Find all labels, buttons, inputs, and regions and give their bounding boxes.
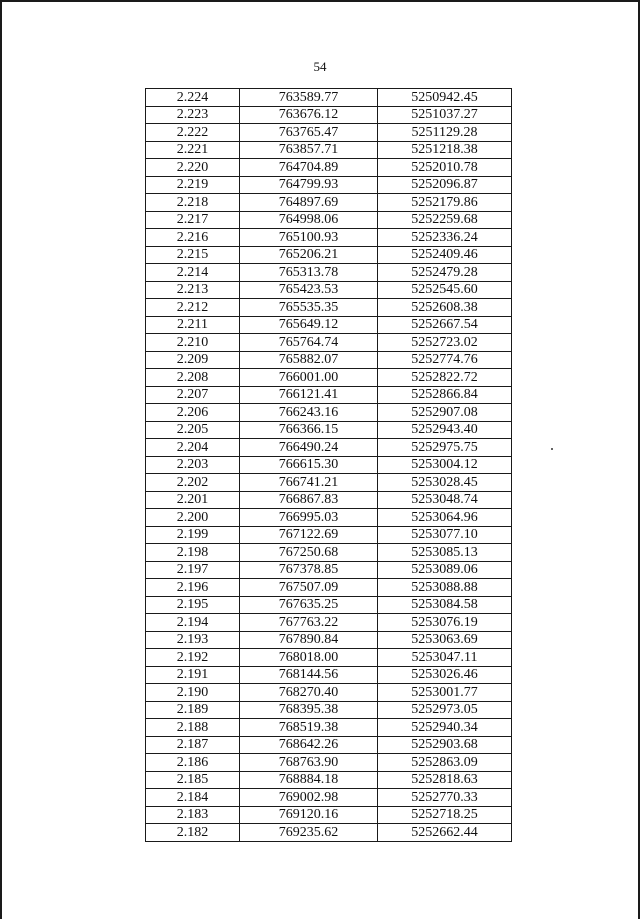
x-coordinate-cell: 765882.07	[240, 351, 378, 369]
x-coordinate-cell: 763676.12	[240, 106, 378, 124]
point-id-cell: 2.201	[146, 491, 240, 509]
table-row	[146, 474, 512, 492]
point-id-cell: 2.202	[146, 474, 240, 492]
point-id-cell: 2.221	[146, 141, 240, 159]
y-coordinate-cell: 5252975.75	[378, 439, 512, 457]
x-coordinate-cell: 767507.09	[240, 579, 378, 597]
point-id-cell: 2.196	[146, 579, 240, 597]
x-coordinate-cell: 766243.16	[240, 404, 378, 422]
y-coordinate-cell: 5253077.10	[378, 526, 512, 544]
y-coordinate-cell: 5252770.33	[378, 789, 512, 807]
point-id-cell: 2.195	[146, 596, 240, 614]
y-coordinate-cell: 5252718.25	[378, 806, 512, 824]
y-coordinate-cell: 5252973.05	[378, 701, 512, 719]
table-row	[146, 281, 512, 299]
table-row	[146, 404, 512, 422]
y-coordinate-cell: 5253064.96	[378, 509, 512, 527]
point-id-cell: 2.185	[146, 771, 240, 789]
x-coordinate-cell: 767763.22	[240, 614, 378, 632]
y-coordinate-cell: 5252907.08	[378, 404, 512, 422]
table-row	[146, 316, 512, 334]
x-coordinate-cell: 766867.83	[240, 491, 378, 509]
x-coordinate-cell: 763765.47	[240, 124, 378, 142]
point-id-cell: 2.191	[146, 666, 240, 684]
x-coordinate-cell: 764799.93	[240, 176, 378, 194]
table-row	[146, 89, 512, 107]
point-id-cell: 2.215	[146, 246, 240, 264]
table-row	[146, 649, 512, 667]
y-coordinate-cell: 5253048.74	[378, 491, 512, 509]
table-row	[146, 754, 512, 772]
point-id-cell: 2.184	[146, 789, 240, 807]
table-row	[146, 299, 512, 317]
table-row	[146, 561, 512, 579]
point-id-cell: 2.205	[146, 421, 240, 439]
y-coordinate-cell: 5252010.78	[378, 159, 512, 177]
table-row	[146, 491, 512, 509]
coordinates-table-body	[146, 89, 512, 842]
point-id-cell: 2.217	[146, 211, 240, 229]
x-coordinate-cell: 765313.78	[240, 264, 378, 282]
table-row	[146, 701, 512, 719]
y-coordinate-cell: 5252818.63	[378, 771, 512, 789]
x-coordinate-cell: 764998.06	[240, 211, 378, 229]
x-coordinate-cell: 766366.15	[240, 421, 378, 439]
x-coordinate-cell: 765649.12	[240, 316, 378, 334]
table-row	[146, 544, 512, 562]
y-coordinate-cell: 5252336.24	[378, 229, 512, 247]
x-coordinate-cell: 766490.24	[240, 439, 378, 457]
y-coordinate-cell: 5252179.86	[378, 194, 512, 212]
x-coordinate-cell: 763589.77	[240, 89, 378, 107]
table-row	[146, 124, 512, 142]
y-coordinate-cell: 5252723.02	[378, 334, 512, 352]
y-coordinate-cell: 5253001.77	[378, 684, 512, 702]
point-id-cell: 2.187	[146, 736, 240, 754]
y-coordinate-cell: 5253076.19	[378, 614, 512, 632]
point-id-cell: 2.207	[146, 386, 240, 404]
x-coordinate-cell: 766615.30	[240, 456, 378, 474]
y-coordinate-cell: 5252479.28	[378, 264, 512, 282]
y-coordinate-cell: 5250942.45	[378, 89, 512, 107]
table-row	[146, 806, 512, 824]
table-row	[146, 211, 512, 229]
x-coordinate-cell: 768018.00	[240, 649, 378, 667]
point-id-cell: 2.222	[146, 124, 240, 142]
y-coordinate-cell: 5252866.84	[378, 386, 512, 404]
x-coordinate-cell: 768395.38	[240, 701, 378, 719]
x-coordinate-cell: 765100.93	[240, 229, 378, 247]
x-coordinate-cell: 766995.03	[240, 509, 378, 527]
x-coordinate-cell: 766001.00	[240, 369, 378, 387]
y-coordinate-cell: 5252608.38	[378, 299, 512, 317]
y-coordinate-cell: 5253028.45	[378, 474, 512, 492]
table-row	[146, 736, 512, 754]
point-id-cell: 2.211	[146, 316, 240, 334]
y-coordinate-cell: 5251218.38	[378, 141, 512, 159]
table-row	[146, 456, 512, 474]
x-coordinate-cell: 763857.71	[240, 141, 378, 159]
y-coordinate-cell: 5252940.34	[378, 719, 512, 737]
x-coordinate-cell: 767378.85	[240, 561, 378, 579]
point-id-cell: 2.214	[146, 264, 240, 282]
x-coordinate-cell: 769120.16	[240, 806, 378, 824]
point-id-cell: 2.182	[146, 824, 240, 842]
y-coordinate-cell: 5252863.09	[378, 754, 512, 772]
point-id-cell: 2.218	[146, 194, 240, 212]
point-id-cell: 2.203	[146, 456, 240, 474]
table-row	[146, 631, 512, 649]
point-id-cell: 2.206	[146, 404, 240, 422]
table-row	[146, 264, 512, 282]
x-coordinate-cell: 765535.35	[240, 299, 378, 317]
point-id-cell: 2.219	[146, 176, 240, 194]
y-coordinate-cell: 5252903.68	[378, 736, 512, 754]
table-row	[146, 106, 512, 124]
point-id-cell: 2.220	[146, 159, 240, 177]
table-row	[146, 229, 512, 247]
y-coordinate-cell: 5252096.87	[378, 176, 512, 194]
x-coordinate-cell: 766121.41	[240, 386, 378, 404]
y-coordinate-cell: 5252662.44	[378, 824, 512, 842]
table-row	[146, 509, 512, 527]
point-id-cell: 2.192	[146, 649, 240, 667]
point-id-cell: 2.200	[146, 509, 240, 527]
x-coordinate-cell: 769235.62	[240, 824, 378, 842]
y-coordinate-cell: 5253063.69	[378, 631, 512, 649]
point-id-cell: 2.186	[146, 754, 240, 772]
x-coordinate-cell: 768763.90	[240, 754, 378, 772]
table-row	[146, 789, 512, 807]
table-row	[146, 614, 512, 632]
x-coordinate-cell: 764897.69	[240, 194, 378, 212]
table-row	[146, 159, 512, 177]
y-coordinate-cell: 5253047.11	[378, 649, 512, 667]
scan-speck	[551, 448, 553, 450]
point-id-cell: 2.208	[146, 369, 240, 387]
point-id-cell: 2.223	[146, 106, 240, 124]
point-id-cell: 2.197	[146, 561, 240, 579]
x-coordinate-cell: 765206.21	[240, 246, 378, 264]
table-row	[146, 439, 512, 457]
table-row	[146, 579, 512, 597]
point-id-cell: 2.189	[146, 701, 240, 719]
table-row	[146, 684, 512, 702]
point-id-cell: 2.224	[146, 89, 240, 107]
y-coordinate-cell: 5251037.27	[378, 106, 512, 124]
table-row	[146, 194, 512, 212]
table-row	[146, 824, 512, 842]
x-coordinate-cell: 767635.25	[240, 596, 378, 614]
point-id-cell: 2.188	[146, 719, 240, 737]
point-id-cell: 2.183	[146, 806, 240, 824]
x-coordinate-cell: 766741.21	[240, 474, 378, 492]
y-coordinate-cell: 5252545.60	[378, 281, 512, 299]
x-coordinate-cell: 764704.89	[240, 159, 378, 177]
x-coordinate-cell: 765764.74	[240, 334, 378, 352]
x-coordinate-cell: 769002.98	[240, 789, 378, 807]
y-coordinate-cell: 5252943.40	[378, 421, 512, 439]
y-coordinate-cell: 5252774.76	[378, 351, 512, 369]
x-coordinate-cell: 768270.40	[240, 684, 378, 702]
page-number: 54	[313, 59, 327, 74]
page-border-left	[0, 0, 2, 919]
point-id-cell: 2.209	[146, 351, 240, 369]
x-coordinate-cell: 768144.56	[240, 666, 378, 684]
y-coordinate-cell: 5253088.88	[378, 579, 512, 597]
table-row	[146, 351, 512, 369]
table-row	[146, 771, 512, 789]
y-coordinate-cell: 5253004.12	[378, 456, 512, 474]
table-row	[146, 246, 512, 264]
table-row	[146, 719, 512, 737]
table-row	[146, 666, 512, 684]
point-id-cell: 2.204	[146, 439, 240, 457]
coordinates-table	[145, 88, 512, 842]
point-id-cell: 2.199	[146, 526, 240, 544]
x-coordinate-cell: 767250.68	[240, 544, 378, 562]
table-row	[146, 176, 512, 194]
point-id-cell: 2.216	[146, 229, 240, 247]
x-coordinate-cell: 767890.84	[240, 631, 378, 649]
y-coordinate-cell: 5252822.72	[378, 369, 512, 387]
page-border-top	[0, 0, 640, 2]
point-id-cell: 2.213	[146, 281, 240, 299]
table-row	[146, 386, 512, 404]
point-id-cell: 2.190	[146, 684, 240, 702]
y-coordinate-cell: 5253084.58	[378, 596, 512, 614]
y-coordinate-cell: 5252259.68	[378, 211, 512, 229]
table-row	[146, 369, 512, 387]
point-id-cell: 2.210	[146, 334, 240, 352]
y-coordinate-cell: 5251129.28	[378, 124, 512, 142]
y-coordinate-cell: 5253026.46	[378, 666, 512, 684]
x-coordinate-cell: 768884.18	[240, 771, 378, 789]
y-coordinate-cell: 5253089.06	[378, 561, 512, 579]
point-id-cell: 2.212	[146, 299, 240, 317]
table-row	[146, 141, 512, 159]
table-row	[146, 596, 512, 614]
point-id-cell: 2.194	[146, 614, 240, 632]
x-coordinate-cell: 767122.69	[240, 526, 378, 544]
table-row	[146, 421, 512, 439]
point-id-cell: 2.198	[146, 544, 240, 562]
x-coordinate-cell: 768642.26	[240, 736, 378, 754]
y-coordinate-cell: 5252409.46	[378, 246, 512, 264]
x-coordinate-cell: 765423.53	[240, 281, 378, 299]
table-row	[146, 526, 512, 544]
table-row	[146, 334, 512, 352]
point-id-cell: 2.193	[146, 631, 240, 649]
x-coordinate-cell: 768519.38	[240, 719, 378, 737]
y-coordinate-cell: 5252667.54	[378, 316, 512, 334]
y-coordinate-cell: 5253085.13	[378, 544, 512, 562]
